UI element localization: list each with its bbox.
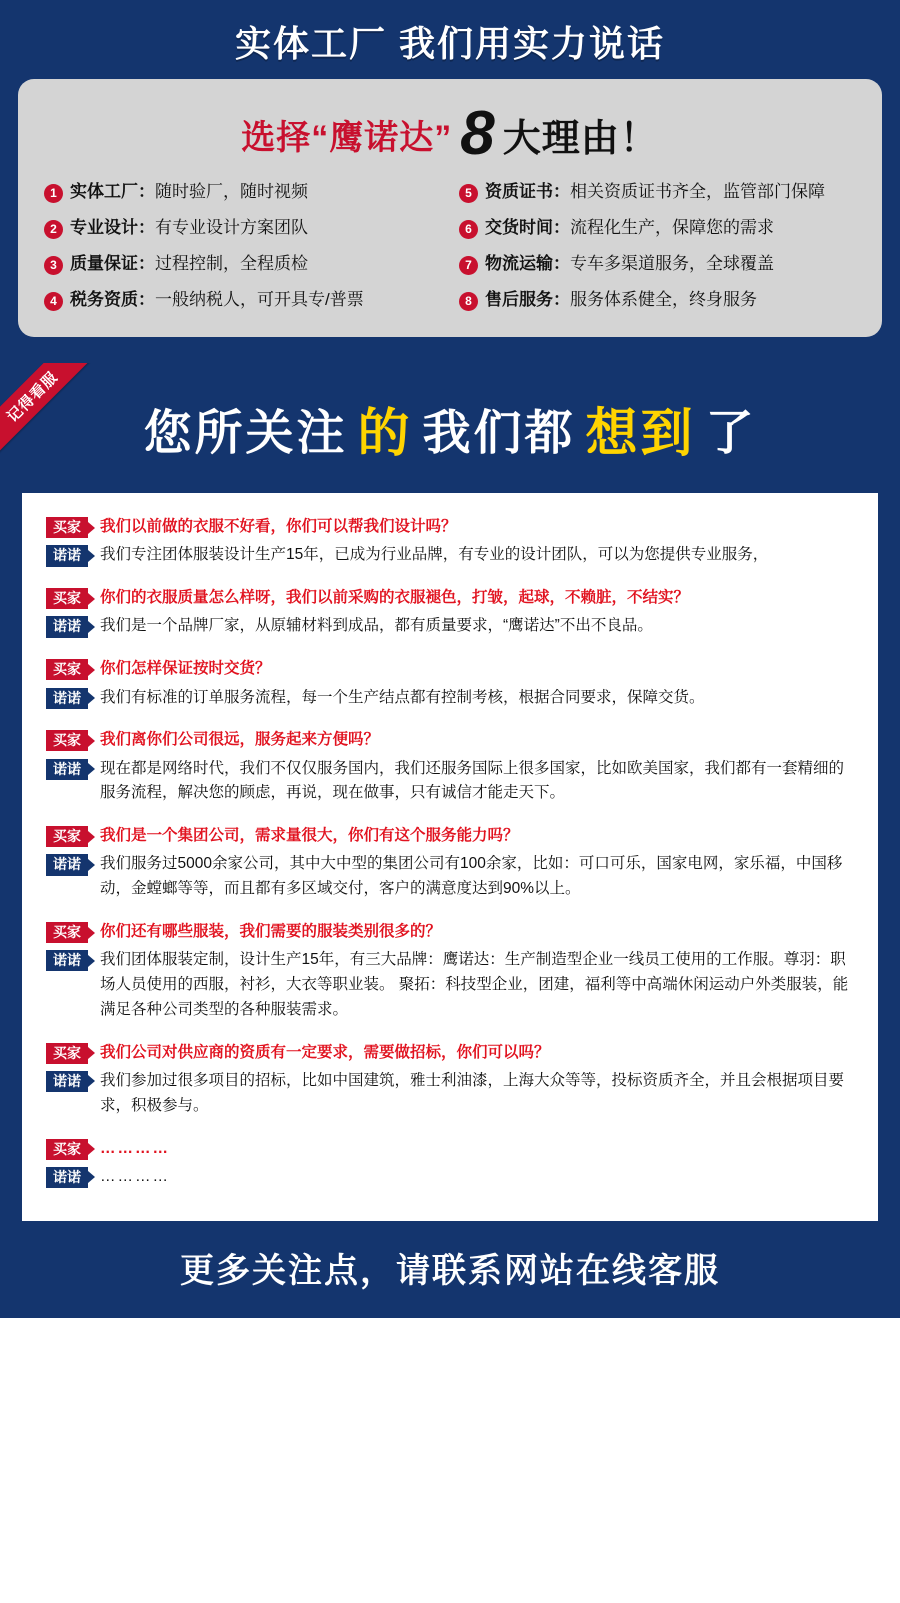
answer-tag: 诺诺 bbox=[46, 545, 88, 566]
qa-item bbox=[46, 728, 854, 806]
qa-question-line bbox=[46, 586, 854, 609]
reason-item: 7 物流运输：专车多渠道服务，全球覆盖 bbox=[459, 253, 856, 275]
buyer-tag: 买家 bbox=[46, 1139, 88, 1160]
qa-answer-text: 我们服务过5000余家公司，其中大中型的集团公司有100余家，比如：可口可乐，国家电网，家乐福，中国移动，金螳螂等等，而且都有多区域交付，客户的满意度达到90%以上。 bbox=[100, 855, 843, 898]
buyer-tag: 买家 bbox=[46, 730, 88, 751]
reason-desc: 相关资质证书齐全，监管部门保障 bbox=[570, 182, 825, 202]
reason-term: 实体工厂 bbox=[70, 182, 138, 202]
reason-term: 专业设计 bbox=[70, 218, 138, 238]
reason-item: 6 交货时间：流程化生产，保障您的需求 bbox=[459, 217, 856, 239]
qa-header-area bbox=[0, 363, 900, 493]
answer-tag: 诺诺 bbox=[46, 854, 88, 875]
reason-desc: 服务体系健全，终身服务 bbox=[570, 290, 757, 310]
footer-cta: 更多关注点，请联系网站在线客服 bbox=[0, 1221, 900, 1318]
qa-heading-part-4: 想到 bbox=[585, 404, 696, 463]
buyer-tag: 买家 bbox=[46, 517, 88, 538]
reason-item: 8 售后服务：服务体系健全，终身服务 bbox=[459, 289, 856, 311]
qa-question-line bbox=[46, 657, 854, 680]
reason-number-badge: 8 bbox=[459, 292, 478, 311]
reason-term: 物流运输 bbox=[485, 254, 553, 274]
reason-desc: 流程化生产，保障您的需求 bbox=[570, 218, 774, 238]
qa-answer-line bbox=[46, 757, 854, 807]
reason-desc: 过程控制，全程质检 bbox=[155, 254, 308, 274]
qa-question-line bbox=[46, 728, 854, 751]
qa-section bbox=[0, 363, 900, 1317]
qa-question-line bbox=[46, 920, 854, 943]
qa-item bbox=[46, 515, 854, 568]
heading-red-part: 选择“鹰诺达” bbox=[241, 118, 453, 157]
answer-tag: 诺诺 bbox=[46, 688, 88, 709]
reason-term: 交货时间 bbox=[485, 218, 553, 238]
reason-desc: 专车多渠道服务，全球覆盖 bbox=[570, 254, 774, 274]
reasons-section bbox=[0, 0, 900, 363]
qa-answer-line bbox=[46, 614, 854, 639]
qa-heading-part-2: 的 bbox=[357, 404, 413, 463]
answer-tag: 诺诺 bbox=[46, 1167, 88, 1188]
reason-number-badge: 1 bbox=[44, 184, 63, 203]
qa-heading bbox=[0, 363, 900, 493]
qa-question-line bbox=[46, 824, 854, 847]
answer-tag: 诺诺 bbox=[46, 616, 88, 637]
qa-answer-line bbox=[46, 852, 854, 902]
buyer-tag: 买家 bbox=[46, 659, 88, 680]
reason-desc: 随时验厂，随时视频 bbox=[155, 182, 308, 202]
reason-desc: 一般纳税人，可开具专/普票 bbox=[155, 290, 364, 310]
qa-question-text: 我们以前做的衣服不好看，你们可以帮我们设计吗？ bbox=[100, 518, 457, 536]
heading-dark-part: 大理由！ bbox=[502, 117, 659, 160]
buyer-tag: 买家 bbox=[46, 1043, 88, 1064]
reason-term: 售后服务 bbox=[485, 290, 553, 310]
reason-number-badge: 6 bbox=[459, 220, 478, 239]
corner-ribbon: 记得看服 bbox=[0, 363, 90, 454]
qa-item bbox=[46, 1041, 854, 1119]
heading-big-number: 8 bbox=[460, 99, 495, 169]
qa-question-text: 我们离你们公司很远，服务起来方便吗？ bbox=[100, 731, 380, 749]
qa-question-text: 我们是一个集团公司，需求量很大，你们有这个服务能力吗？ bbox=[100, 827, 519, 845]
reason-term: 质量保证 bbox=[70, 254, 138, 274]
qa-card bbox=[22, 493, 878, 1220]
reason-number-badge: 3 bbox=[44, 256, 63, 275]
qa-question-line bbox=[46, 1137, 854, 1160]
qa-heading-part-5: 了 bbox=[705, 406, 757, 460]
answer-tag: 诺诺 bbox=[46, 759, 88, 780]
reason-number-badge: 7 bbox=[459, 256, 478, 275]
reason-item: 1 实体工厂：随时验厂，随时视频 bbox=[44, 181, 441, 203]
qa-heading-part-1: 您所关注 bbox=[143, 406, 348, 460]
reason-item: 4 税务资质：一般纳税人，可开具专/普票 bbox=[44, 289, 441, 311]
qa-question-line bbox=[46, 515, 854, 538]
reasons-grid bbox=[44, 181, 856, 311]
qa-question-line bbox=[46, 1041, 854, 1064]
answer-tag: 诺诺 bbox=[46, 1071, 88, 1092]
reason-item: 3 质量保证：过程控制，全程质检 bbox=[44, 253, 441, 275]
reason-item: 5 资质证书：相关资质证书齐全，监管部门保障 bbox=[459, 181, 856, 203]
qa-question-text: 我们公司对供应商的资质有一定要求，需要做招标，你们可以吗？ bbox=[100, 1043, 550, 1061]
reason-term: 税务资质 bbox=[70, 290, 138, 310]
qa-heading-part-3: 我们都 bbox=[422, 406, 576, 460]
qa-answer-line bbox=[46, 1069, 854, 1119]
reason-number-badge: 5 bbox=[459, 184, 478, 203]
qa-answer-text: 我们有标准的订单服务流程，每一个生产结点都有控制考核，根据合同要求，保障交货。 bbox=[100, 688, 705, 706]
answer-tag: 诺诺 bbox=[46, 950, 88, 971]
reason-term: 资质证书 bbox=[485, 182, 553, 202]
qa-question-text: 你们的衣服质量怎么样呀，我们以前采购的衣服褪色，打皱，起球，不赖脏，不结实？ bbox=[100, 589, 690, 607]
qa-item bbox=[46, 657, 854, 710]
reason-number-badge: 2 bbox=[44, 220, 63, 239]
reason-desc: 有专业设计方案团队 bbox=[155, 218, 308, 238]
qa-item bbox=[46, 1137, 854, 1190]
qa-answer-text: 我们参加过很多项目的招标，比如中国建筑，雅士利油漆，上海大众等等，投标资质齐全，并且会根据项目要求，积极参与。 bbox=[100, 1071, 845, 1114]
qa-answer-line bbox=[46, 543, 854, 568]
qa-answer-text: 现在都是网络时代，我们不仅仅服务国内，我们还服务国际上很多国家，比如欧美国家，我们都有一套精细的服务流程，解决您的顾虑，再说，现在做事，只有诚信才能走天下。 bbox=[100, 759, 845, 802]
buyer-tag: 买家 bbox=[46, 826, 88, 847]
qa-answer-text: ………… bbox=[100, 1167, 170, 1185]
reasons-card bbox=[18, 79, 882, 337]
buyer-tag: 买家 bbox=[46, 588, 88, 609]
qa-answer-text: 我们专注团体服装设计生产15年，已成为行业品牌，有专业的设计团队，可以为您提供专业服务， bbox=[100, 546, 769, 564]
banner-title: 实体工厂 我们用实力说话 bbox=[234, 23, 665, 64]
qa-item bbox=[46, 586, 854, 639]
qa-answer-text: 我们是一个品牌厂家，从原辅材料到成品，都有质量要求，“鹰诺达”不出不良品。 bbox=[100, 617, 653, 635]
qa-answer-line bbox=[46, 948, 854, 1022]
reason-item: 2 专业设计：有专业设计方案团队 bbox=[44, 217, 441, 239]
buyer-tag: 买家 bbox=[46, 922, 88, 943]
qa-answer-text: 我们团体服装定制，设计生产15年，有三大品牌：鹰诺达：生产制造型企业一线员工使用的工作服。尊羽：职场人员使用的西服，衬衫，大衣等职业装。 聚拓：科技型企业，团建，福利等中高端休闲运动户外类服装，能满足各种公司类型的各种服装需求。 bbox=[100, 951, 849, 1018]
qa-question-text: 你们还有哪些服装，我们需要的服装类别很多的？ bbox=[100, 923, 442, 941]
qa-item bbox=[46, 824, 854, 902]
qa-answer-line bbox=[46, 1165, 854, 1190]
reasons-heading bbox=[44, 97, 856, 181]
qa-question-text: 你们怎样保证按时交货？ bbox=[100, 660, 271, 678]
qa-item bbox=[46, 920, 854, 1023]
qa-question-text: ………… bbox=[100, 1139, 170, 1157]
reason-number-badge: 4 bbox=[44, 292, 63, 311]
qa-answer-line bbox=[46, 686, 854, 711]
